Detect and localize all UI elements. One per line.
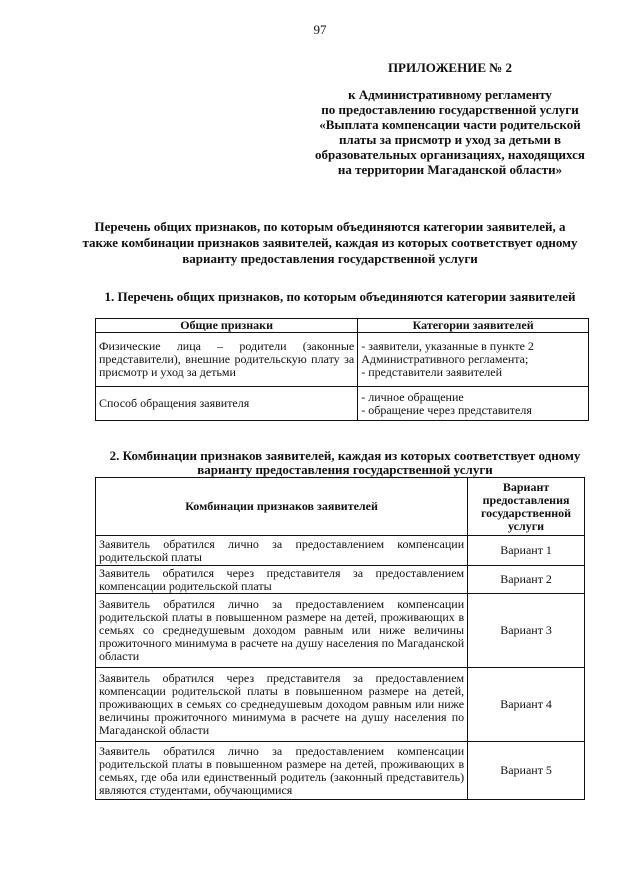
table-cell: Заявитель обратился через представителя за предоставлением компенсации родительской платы xyxy=(96,566,468,594)
appendix-line: платы за присмотр и уход за детьми в xyxy=(338,132,562,147)
appendix-line: по предоставлению государственной услуги xyxy=(321,102,579,117)
column-header: Общие признаки xyxy=(96,319,358,333)
table-cell: Заявитель обратился лично за предоставлением компенсации родительской платы в повышенном размере на детей, проживающих в семьях, где оба или единственный родитель (законный представитель) являются студентами, обучающимися xyxy=(96,742,468,800)
common-signs-table xyxy=(95,318,589,421)
section2-title: 2. Комбинации признаков заявителей, каждая из которых соответствует одному варианту предоставления государственной услуги xyxy=(109,448,581,477)
table-cell xyxy=(358,387,589,421)
variant-cell: Вариант 4 xyxy=(468,668,585,742)
page-number: 97 xyxy=(313,22,327,37)
heading-line: также комбинации признаков заявителей, каждая из которых соответствует одному xyxy=(82,235,578,250)
variant-cell: Вариант 5 xyxy=(468,742,585,800)
category-item: - личное обращение xyxy=(361,389,464,404)
table-row xyxy=(96,742,585,800)
table-row xyxy=(96,594,585,668)
table-header-row xyxy=(96,319,589,333)
appendix-title: ПРИЛОЖЕНИЕ № 2 xyxy=(387,60,513,75)
variant-cell: Вариант 1 xyxy=(468,536,585,566)
appendix-line: «Выплата компенсации части родительской xyxy=(319,117,581,132)
table-cell: Заявитель обратился через представителя за предоставлением компенсации родительской платы в повышенном размере на детей, проживающих в семьях со среднедушевым доходом равным или ниже величины прожиточного минимума в расчете на душу населения по Магаданской области xyxy=(96,668,468,742)
table-header-row xyxy=(96,478,585,536)
table-cell: Способ обращения заявителя xyxy=(96,387,358,421)
combinations-table xyxy=(95,477,585,800)
category-item: - заявители, указанные в пункте 2 Административного регламента; xyxy=(361,339,534,366)
table-cell: Заявитель обратился лично за предоставлением компенсации родительской платы в повышенном размере на детей, проживающих в семьях со среднедушевым доходом равным или ниже величины прожиточного минимума в расчете на душу населения по Магаданской области xyxy=(96,594,468,668)
column-header: Категории заявителей xyxy=(358,319,589,333)
variant-cell: Вариант 3 xyxy=(468,594,585,668)
category-item: - обращение через представителя xyxy=(361,402,532,417)
table-row xyxy=(96,333,589,387)
appendix-line: к Административному регламенту xyxy=(348,87,552,102)
document-heading xyxy=(70,219,590,267)
appendix-header xyxy=(300,60,600,177)
table-row xyxy=(96,387,589,421)
section1-title: 1. Перечень общих признаков, по которым объединяются категории заявителей xyxy=(104,289,576,304)
appendix-line: на территории Магаданской области» xyxy=(337,162,563,177)
column-header: Комбинации признаков заявителей xyxy=(96,478,468,536)
category-item: - представители заявителей xyxy=(361,365,503,379)
column-header: Вариант предоставления государственной услуги xyxy=(468,478,585,536)
variant-cell: Вариант 2 xyxy=(468,566,585,594)
heading-line: варианту предоставления государственной услуги xyxy=(182,251,478,266)
table-cell: Заявитель обратился лично за предоставлением компенсации родительской платы xyxy=(96,536,468,566)
table-row xyxy=(96,668,585,742)
heading-line: Перечень общих признаков, по которым объединяются категории заявителей, а xyxy=(94,219,566,234)
table-cell xyxy=(358,333,589,387)
appendix-line: образовательных организациях, находящихся xyxy=(315,147,585,162)
table-cell: Физические лица – родители (законные представители), внешние родительскую плату за присмотр и уход за детьми xyxy=(96,333,358,387)
table-row xyxy=(96,536,585,566)
table-row xyxy=(96,566,585,594)
